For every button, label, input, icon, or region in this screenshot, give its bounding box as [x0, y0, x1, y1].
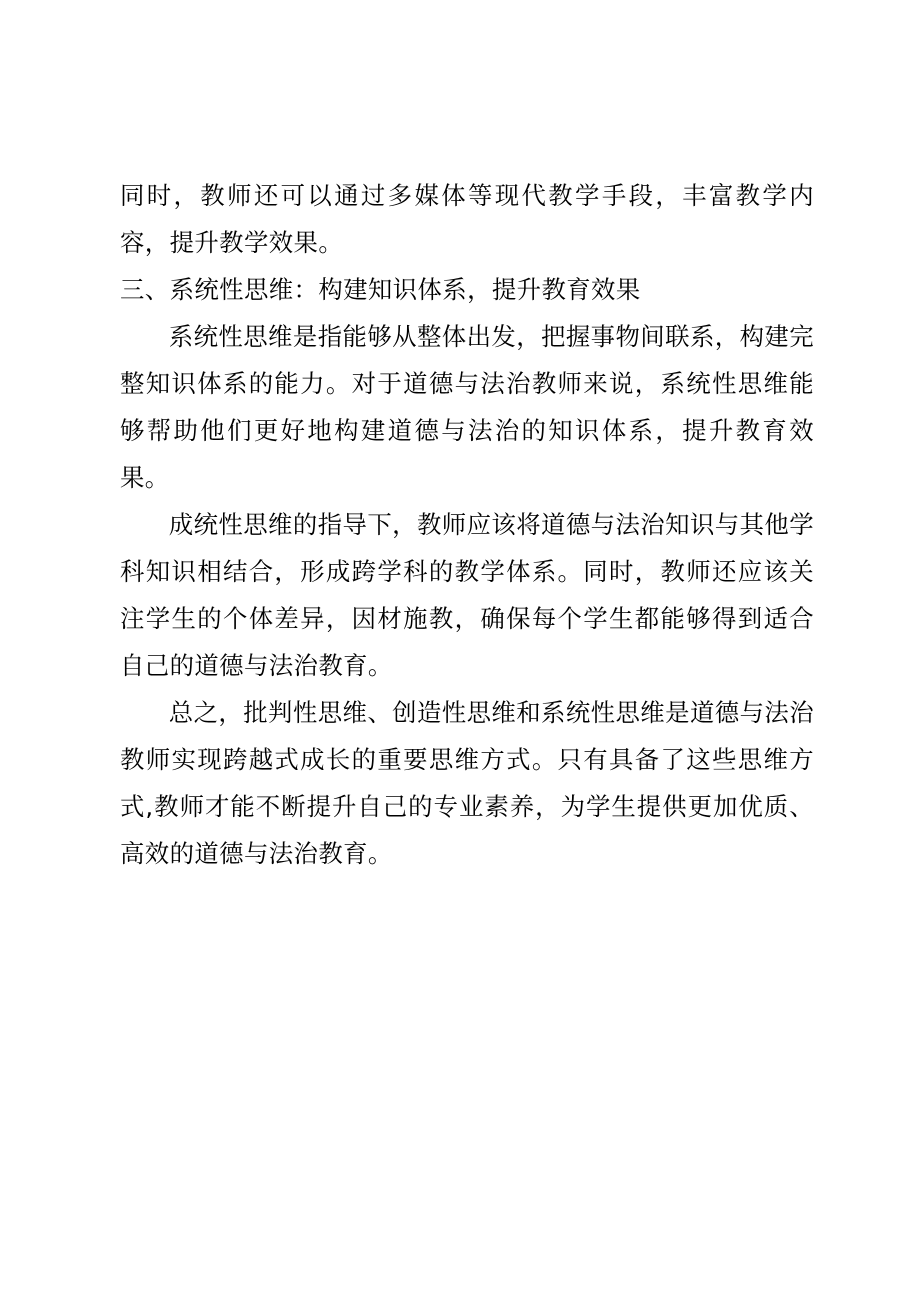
paragraph-conclusion: 总之，批判性思维、创造性思维和系统性思维是道德与法治教师实现跨越式成长的重要思维方式。只有具备了这些思维方式,教师才能不断提升自己的专业素养，为学生提供更加优质、高效的道德与法治教育。 [120, 698, 814, 868]
paragraph-systematic-thinking: 系统性思维是指能够从整体出发，把握事物间联系，构建完整知识体系的能力。对于道德与法治教师来说，系统性思维能够帮助他们更好地构建道德与法治的知识体系，提升教育效果。 [120, 322, 814, 492]
document-body [120, 172, 814, 877]
paragraph-continuation: 同时，教师还可以通过多媒体等现代教学手段，丰富教学内容，提升教学效果。 [120, 181, 814, 257]
section-heading: 三、系统性思维：构建知识体系，提升教育效果 [120, 275, 641, 304]
paragraph-cross-discipline: 成统性思维的指导下，教师应该将道德与法治知识与其他学科知识相结合，形成跨学科的教学体系。同时，教师还应该关注学生的个体差异，因材施教，确保每个学生都能够得到适合自己的道德与法治教育。 [120, 510, 814, 680]
